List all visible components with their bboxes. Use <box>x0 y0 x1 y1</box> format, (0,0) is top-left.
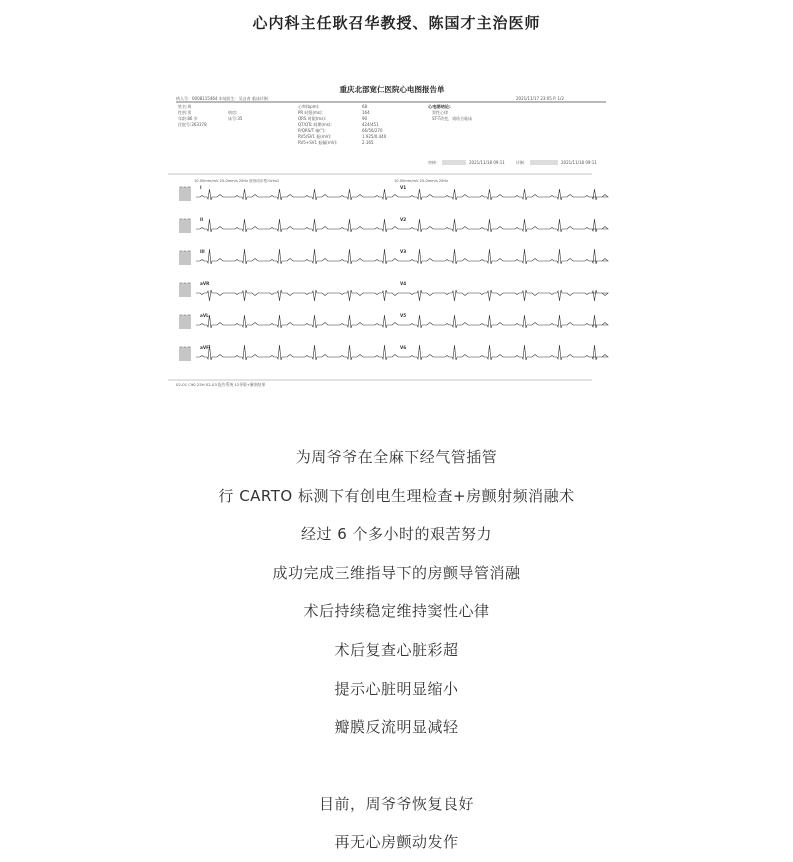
ecg-sign-left: 审核： <box>428 160 440 165</box>
demographic-item: 姓名:周 <box>178 104 192 109</box>
text-line-9: 目前，周爷爷恢复良好 <box>318 794 474 813</box>
ecg-report-time: 2021/11/17 23:05 P. 1/2 <box>516 96 564 101</box>
ecg-report-image <box>166 82 618 392</box>
lead-label-right: V4 <box>400 281 407 286</box>
ward-item: 床号:35 <box>228 116 243 121</box>
ecg-footer: 02-01 C90 25H 02-03 报告系统 12导联+解剖结果 <box>176 382 266 387</box>
lead-label-left: aVL <box>200 313 209 318</box>
ward-item: 病房: <box>228 110 238 115</box>
measure-value: 66/56/270 <box>362 128 383 133</box>
lead-label-right: V3 <box>400 249 407 254</box>
demographic-item: 年龄:86 岁 <box>178 116 198 121</box>
text-line-4: 成功完成三维指导下的房颤导管消融 <box>272 563 521 582</box>
demographic-item: 住院号:263378 <box>178 122 207 127</box>
text-line-8: 瓣膜反流明显减轻 <box>334 718 459 737</box>
paragraph-gap <box>0 747 793 785</box>
ecg-trace <box>196 290 608 301</box>
conclusion-item: 窦性心律 <box>432 110 448 115</box>
ecg-traces <box>180 185 608 361</box>
conclusion-item: ST-T改变，请结合临床 <box>432 116 473 121</box>
ecg-sign-right-time: 2021/11/18 09:11 <box>561 160 597 165</box>
ecg-scale-left: 10.00mm/mV 25.0mm/s 25Hz 波形同步型:0chx2 <box>194 179 280 183</box>
signature-blur-left <box>442 160 466 165</box>
narrative-text <box>0 438 793 862</box>
text-line-1: 为周爷爷在全麻下经气管插管 <box>295 448 498 466</box>
text-line-5: 术后持续稳定维持窦性心律 <box>303 602 490 621</box>
ecg-conclusion-title: 心电图结论: <box>428 104 451 109</box>
ecg-scale-right: 10.00mm/mV 25.0mm/s 25Hz <box>394 179 448 183</box>
calibration-pulse <box>180 315 190 329</box>
measure-value: 68 <box>362 104 368 109</box>
measure-value: 424/451 <box>362 122 379 127</box>
measure-value: 90 <box>362 116 368 121</box>
text-line-6: 术后复查心脏彩超 <box>334 640 459 659</box>
ecg-sign-right: 诊断： <box>516 160 528 165</box>
lead-label-right: V5 <box>400 313 407 318</box>
measure-label: QT/QTc 间期(ms): <box>298 122 332 127</box>
lead-label-right: V6 <box>400 345 407 350</box>
measure-label: P/QRS/T 轴(°): <box>298 128 326 133</box>
lead-label-right: V2 <box>400 217 407 222</box>
measure-label: PR 时限(ms): <box>298 110 323 115</box>
ecg-conclusions <box>432 109 472 121</box>
calibration-pulse <box>180 347 190 361</box>
calibration-pulse <box>180 219 190 233</box>
signature-blur-right <box>530 160 558 165</box>
text-line-10: 再无心房颤动发作 <box>334 833 459 852</box>
measure-value: 2.165 <box>362 140 374 145</box>
ecg-measurements <box>298 103 387 145</box>
lead-label-left: II <box>200 217 204 222</box>
lead-label-left: aVF <box>200 345 209 350</box>
demographic-item: 性别:男 <box>178 110 192 115</box>
measure-value: 1.925/0.440 <box>362 134 387 139</box>
lead-label-right: V1 <box>400 185 407 190</box>
ecg-ward <box>228 109 243 121</box>
text-line-2: 行 CARTO 标测下有创电生理检查+房颤射频消融术 <box>218 486 575 505</box>
page-title: 心内科主任耿召华教授、陈国才主治医师 <box>252 14 541 32</box>
ecg-chart <box>166 82 618 392</box>
ecg-hospital-title: 重庆北部宽仁医院心电图报告单 <box>339 85 445 94</box>
measure-value: 164 <box>362 110 370 115</box>
measure-label: 心率(bpm): <box>298 104 320 109</box>
measure-label: RV5+SV1 振幅(mV): <box>298 140 338 145</box>
lead-label-left: III <box>200 249 205 254</box>
text-line-3: 经过 6 个多小时的艰苦努力 <box>300 525 493 544</box>
calibration-pulse <box>180 251 190 265</box>
calibration-pulse <box>180 283 190 297</box>
text-line-7: 提示心脏明显缩小 <box>334 679 459 698</box>
lead-label-left: aVR <box>200 281 210 286</box>
calibration-pulse <box>180 187 190 201</box>
measure-label: RV5/SV1 振(mV): <box>298 134 332 139</box>
ecg-trace <box>196 189 608 200</box>
measure-label: QRS 时限(ms): <box>298 116 327 121</box>
ecg-patient-line: 病人号：0008115464 申请医生：吴自育 临床诊断： <box>176 96 272 101</box>
ecg-sign-left-time: 2021/11/18 09:11 <box>469 160 505 165</box>
ecg-demographics <box>178 103 207 127</box>
lead-label-left: I <box>200 185 202 190</box>
